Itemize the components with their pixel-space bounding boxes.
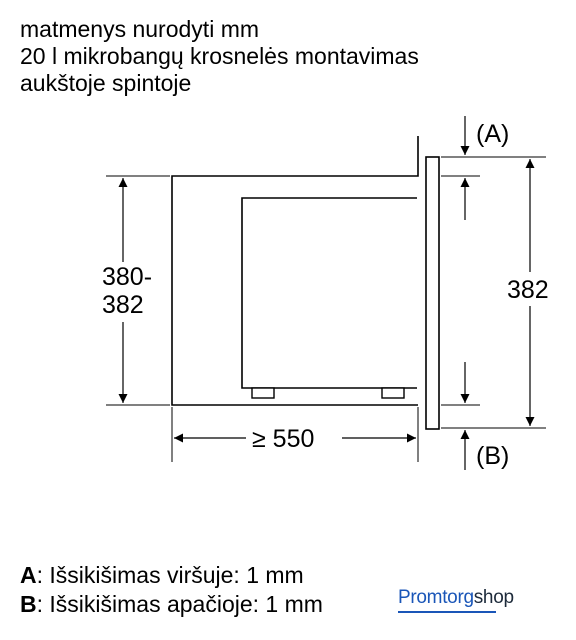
microwave-body-outline xyxy=(242,198,417,388)
legend-text-b: : Išsikišimas apačioje: 1 mm xyxy=(36,591,323,617)
microwave-foot-right xyxy=(382,388,404,398)
cabinet-niche-outline xyxy=(172,136,418,405)
heading-line-1: matmenys nurodyti mm xyxy=(20,16,260,42)
height-label-right: 382 xyxy=(507,276,549,304)
legend-key-b: B xyxy=(20,591,37,617)
legend-text-a: : Išsikišimas viršuje: 1 mm xyxy=(36,562,304,588)
microwave-front-panel xyxy=(426,157,439,429)
height-label-left-line1: 380- xyxy=(102,263,153,291)
watermark-logo xyxy=(398,587,514,609)
protrusion-label-b: (B) xyxy=(476,442,510,470)
depth-label: ≥ 550 xyxy=(252,425,315,453)
heading-line-3: aukštoje spintoje xyxy=(20,70,192,96)
watermark-part-2: shop xyxy=(473,587,514,608)
watermark-underline xyxy=(398,611,496,613)
legend-item-b xyxy=(20,590,323,619)
protrusion-label-a: (A) xyxy=(476,120,510,148)
legend xyxy=(20,561,323,619)
heading-line-2: 20 l mikrobangų krosnelės montavimas xyxy=(20,43,419,69)
legend-key-a: A xyxy=(20,562,37,588)
legend-item-a xyxy=(20,561,323,590)
microwave-foot-left xyxy=(252,388,274,398)
watermark-part-1: Promtorg xyxy=(398,587,474,608)
height-label-left-line2: 382 xyxy=(102,291,144,319)
